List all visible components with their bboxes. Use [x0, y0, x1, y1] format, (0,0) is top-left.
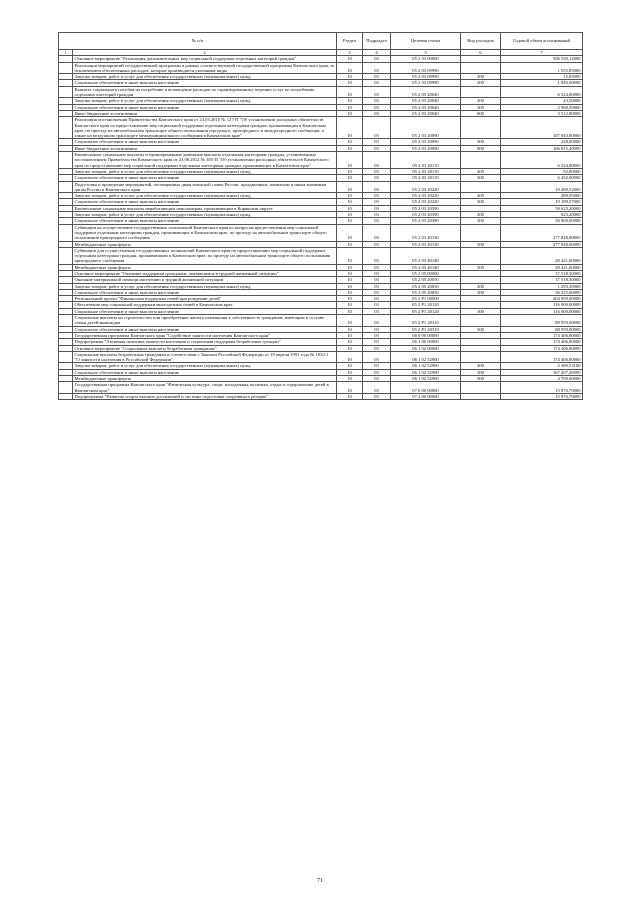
- header-subsection: Подраздел: [363, 33, 391, 50]
- cell-num: [59, 393, 73, 399]
- cell-subsection: 03: [363, 289, 391, 295]
- cell-amount: 204 959,00000: [501, 296, 583, 302]
- cell-target: 05 2 03 20040: [391, 104, 461, 110]
- cell-target: 05 2 P1 20310: [391, 315, 461, 327]
- cell-amount: 289,95000: [501, 193, 583, 199]
- cell-subsection: 03: [363, 283, 391, 289]
- header-section: Раздел: [337, 33, 363, 50]
- cell-num: [59, 351, 73, 363]
- cell-amount: 15 876,70000: [501, 393, 583, 399]
- cell-amount: 823,20000: [501, 212, 583, 218]
- cell-amount: 1 293,30000: [501, 283, 583, 289]
- cell-num: [59, 86, 73, 98]
- cell-subsection: 03: [363, 205, 391, 211]
- cell-expense: 300: [461, 175, 501, 181]
- cell-amount: 59 623,20000: [501, 205, 583, 211]
- cell-section: 10: [337, 224, 363, 241]
- cell-section: 10: [337, 168, 363, 174]
- cell-subsection: 03: [363, 302, 391, 308]
- cell-expense: 300: [461, 199, 501, 205]
- cell-expense: 500: [461, 376, 501, 382]
- cell-name: Иные бюджетные ассигнования: [73, 110, 337, 116]
- cell-expense: 300: [461, 308, 501, 314]
- cell-amount: 1 055,85000: [501, 62, 583, 74]
- cell-name: Реализация мероприятий государственной программы в рамках соответствующей государственной программы Камчатского края, за исключением обеспеченных расходов, которые производятся указанные виды: [73, 62, 337, 74]
- cell-name: Социальное обеспечение и иные выплаты населению: [73, 104, 337, 110]
- cell-target: 05 2 03 20110: [391, 175, 461, 181]
- column-number: 3: [337, 50, 363, 56]
- cell-num: [59, 181, 73, 193]
- cell-name: Государственная программа Камчатского края "Содействие занятости населения Камчатского края": [73, 332, 337, 338]
- cell-expense: 300: [461, 139, 501, 145]
- cell-amount: 28 421,60000: [501, 264, 583, 270]
- cell-target: 05 2 05 20050: [391, 289, 461, 295]
- cell-expense: 200: [461, 363, 501, 369]
- cell-amount: 28 421,60000: [501, 247, 583, 264]
- cell-expense: 300: [461, 218, 501, 224]
- cell-section: 10: [337, 369, 363, 375]
- cell-target: 05 2 05 20050: [391, 277, 461, 283]
- cell-target: 05 2 03 20220: [391, 199, 461, 205]
- cell-expense: 300: [461, 289, 501, 295]
- cell-section: 10: [337, 80, 363, 86]
- cell-name: Иные бюджетные ассигнования: [73, 145, 337, 151]
- cell-subsection: 03: [363, 110, 391, 116]
- cell-amount: 506 530,12000: [501, 56, 583, 62]
- cell-target: 06 1 02 00000: [391, 345, 461, 351]
- cell-section: 10: [337, 86, 363, 98]
- cell-amount: 1 040,00000: [501, 80, 583, 86]
- cell-amount: 88 959,00000: [501, 326, 583, 332]
- table-row: [59, 62, 583, 74]
- cell-target: 05 2 03 20220: [391, 193, 461, 199]
- cell-subsection: 03: [363, 363, 391, 369]
- cell-expense: 300: [461, 369, 501, 375]
- cell-name: Реализация постановления Правительства Камчатского края от 23.03.2010 № 127-П "Об установлении расходных обязательств Камчатского края по предоставлению мер социальной поддержки отдельным категориям граждан, проживающим в Камчатском крае, по проезду на автомобильном транспорте общего пользования городского, пригородного и междугородного сообщения, а также на воздушном транспорте межмуниципального сообщения в Камчатском крае": [73, 117, 337, 139]
- cell-section: 10: [337, 175, 363, 181]
- cell-name: Социальное обеспечение и иные выплаты населению: [73, 139, 337, 145]
- cell-section: 10: [337, 308, 363, 314]
- cell-name: Закупка товаров, работ и услуг для обеспечения государственных (муниципальных) нужд: [73, 283, 337, 289]
- cell-section: 10: [337, 145, 363, 151]
- cell-subsection: 03: [363, 62, 391, 74]
- cell-amount: 3 512,80000: [501, 110, 583, 116]
- cell-amount: 167 207,26900: [501, 369, 583, 375]
- cell-target: 05 2 03 40130: [391, 224, 461, 241]
- cell-subsection: 03: [363, 181, 391, 193]
- cell-section: 10: [337, 98, 363, 104]
- cell-section: 10: [337, 277, 363, 283]
- cell-expense: [461, 117, 501, 139]
- cell-name: Межбюджетные трансферты: [73, 264, 337, 270]
- cell-amount: 116 000,00000: [501, 302, 583, 308]
- cell-subsection: 03: [363, 332, 391, 338]
- cell-subsection: 03: [363, 193, 391, 199]
- cell-target: 05 2 03 40140: [391, 264, 461, 270]
- cell-amount: 228,00000: [501, 139, 583, 145]
- cell-amount: 6 524,80000: [501, 152, 583, 169]
- column-number: 1: [59, 50, 73, 56]
- cell-section: 10: [337, 218, 363, 224]
- cell-expense: 800: [461, 110, 501, 116]
- cell-target: 05 2 03 20090: [391, 139, 461, 145]
- table-row: [59, 382, 583, 394]
- cell-section: 10: [337, 264, 363, 270]
- cell-subsection: 03: [363, 247, 391, 264]
- cell-subsection: 03: [363, 104, 391, 110]
- table-row: [59, 152, 583, 169]
- cell-amount: 15 876,70000: [501, 382, 583, 394]
- cell-section: 10: [337, 382, 363, 394]
- cell-subsection: 03: [363, 117, 391, 139]
- cell-target: 05 2 03 09990: [391, 62, 461, 74]
- cell-subsection: 03: [363, 345, 391, 351]
- cell-amount: 2 499,53100: [501, 363, 583, 369]
- cell-section: 10: [337, 139, 363, 145]
- header-amount: Годовой объем ассигнований: [501, 33, 583, 50]
- cell-expense: 200: [461, 212, 501, 218]
- cell-amount: 174 406,80000: [501, 351, 583, 363]
- cell-amount: 19 199,57000: [501, 199, 583, 205]
- cell-name: Субвенции на осуществление государственных полномочий Камчатского края по вопросам предоставления мер социальной поддержки отдельным категориям граждан, проживающих в Камчатском крае, по проезду на автомобильном транспорте общего пользования пригородного сообщения: [73, 224, 337, 241]
- cell-name: Государственная программа Камчатского края "Физическая культура, спорт, молодежная политика, отдых и оздоровление детей в Камчатском крае": [73, 382, 337, 394]
- cell-target: 06 1 00 00000: [391, 339, 461, 345]
- cell-amount: 106 815,40000: [501, 145, 583, 151]
- cell-section: 10: [337, 247, 363, 264]
- cell-amount: 116 000,00000: [501, 308, 583, 314]
- cell-expense: 800: [461, 145, 501, 151]
- cell-amount: 2 968,50000: [501, 104, 583, 110]
- cell-subsection: 03: [363, 56, 391, 62]
- cell-subsection: 03: [363, 277, 391, 283]
- cell-target: 05 2 03 20040: [391, 86, 461, 98]
- cell-target: 05 2 03 20390: [391, 218, 461, 224]
- cell-target: 05 2 03 20040: [391, 110, 461, 116]
- cell-amount: 36 225,00000: [501, 289, 583, 295]
- cell-subsection: 03: [363, 224, 391, 241]
- cell-amount: 88 959,00000: [501, 315, 583, 327]
- cell-subsection: 03: [363, 339, 391, 345]
- cell-name: Закупка товаров, работ и услуг для обеспечения государственных (муниципальных) нужд: [73, 212, 337, 218]
- cell-subsection: 03: [363, 98, 391, 104]
- cell-amount: 277 848,00000: [501, 224, 583, 241]
- cell-section: 10: [337, 315, 363, 327]
- cell-amount: 6 524,80000: [501, 86, 583, 98]
- cell-expense: 200: [461, 98, 501, 104]
- table-body: [59, 56, 583, 400]
- header-num: № п/п: [59, 33, 337, 50]
- cell-section: 10: [337, 205, 363, 211]
- cell-subsection: 03: [363, 86, 391, 98]
- table-header-row: [59, 33, 583, 50]
- cell-section: 10: [337, 283, 363, 289]
- column-number: 5: [391, 50, 461, 56]
- cell-name: Основное мероприятие "Оказание поддержки гражданам, оказавшимся в трудной жизненной ситуации": [73, 270, 337, 276]
- cell-amount: 43,50000: [501, 98, 583, 104]
- cell-num: [59, 247, 73, 264]
- cell-subsection: 03: [363, 74, 391, 80]
- table-row: [59, 224, 583, 241]
- cell-subsection: 03: [363, 308, 391, 314]
- cell-subsection: 03: [363, 382, 391, 394]
- cell-section: 10: [337, 332, 363, 338]
- cell-expense: 300: [461, 326, 501, 332]
- cell-expense: 200: [461, 168, 501, 174]
- cell-name: Подготовка и проведение мероприятий, посвященных дням воинской славы России, праздничным, памятным и иным значимым датам России и Камчатского края: [73, 181, 337, 193]
- cell-target: 06 1 02 52900: [391, 369, 461, 375]
- cell-name: Социальные выплаты на строительство или приобретение жилого помещения в собственность гражданам, имеющим в составе семьи детей-инвалидов: [73, 315, 337, 327]
- cell-target: 05 2 P1 20120: [391, 302, 461, 308]
- cell-expense: 300: [461, 104, 501, 110]
- cell-target: 05 2 03 20220: [391, 181, 461, 193]
- table-row: [59, 247, 583, 264]
- cell-target: 06 1 02 52900: [391, 376, 461, 382]
- cell-name: Закупка товаров, работ и услуг для обеспечения государственных (муниципальных) нужд: [73, 193, 337, 199]
- cell-target: 05 2 03 20090: [391, 117, 461, 139]
- table-row: [59, 181, 583, 193]
- cell-amount: 58 800,00000: [501, 218, 583, 224]
- cell-name: Закупка товаров, работ и услуг для обеспечения государственных (муниципальных) нужд: [73, 168, 337, 174]
- cell-target: 05 2 03 09990: [391, 74, 461, 80]
- cell-num: [59, 152, 73, 169]
- cell-section: 10: [337, 289, 363, 295]
- cell-expense: 200: [461, 283, 501, 289]
- column-number: 2: [73, 50, 337, 56]
- cell-expense: 200: [461, 193, 501, 199]
- cell-name: Социальное обеспечение и иные выплаты населению: [73, 369, 337, 375]
- cell-target: 05 2 03 40140: [391, 247, 461, 264]
- cell-section: 10: [337, 193, 363, 199]
- cell-name: Выплата социального пособия на погребение и возмещение расходов по гарантированному перечню услуг по погребению отдельных категорий граждан: [73, 86, 337, 98]
- cell-expense: [461, 62, 501, 74]
- cell-subsection: 03: [363, 199, 391, 205]
- cell-name: Социальное обеспечение и иные выплаты населению: [73, 289, 337, 295]
- header-target: Целевая статья: [391, 33, 461, 50]
- cell-target: 05 2 P1 20310: [391, 326, 461, 332]
- cell-target: 06 1 02 52900: [391, 363, 461, 369]
- cell-num: [59, 315, 73, 327]
- cell-section: 10: [337, 104, 363, 110]
- cell-subsection: 03: [363, 241, 391, 247]
- cell-amount: 19 489,52000: [501, 181, 583, 193]
- table-row: [59, 351, 583, 363]
- cell-subsection: 03: [363, 296, 391, 302]
- budget-table: [58, 32, 583, 400]
- cell-name: Субвенции для осуществления государственных полномочий Камчатского края по предоставлению мер социальной поддержки отдельным категориям граждан, проживающим в Камчатском крае, по проезду на автомобильном транспорте общего пользования пригородного сообщения: [73, 247, 337, 264]
- cell-subsection: 03: [363, 175, 391, 181]
- cell-section: 10: [337, 302, 363, 308]
- cell-name: Социальное обеспечение и иные выплаты населению: [73, 175, 337, 181]
- cell-section: 10: [337, 199, 363, 205]
- cell-section: 10: [337, 212, 363, 218]
- table-row: [59, 393, 583, 399]
- cell-amount: 4 700,00000: [501, 376, 583, 382]
- cell-name: Закупка товаров, работ и услуг для обеспечения государственных (муниципальных) нужд: [73, 74, 337, 80]
- cell-num: [59, 224, 73, 241]
- cell-name: Ежемесячные социальные выплаты и единовременные денежные выплаты отдельным категориям граждан, установленные постановлением Правительства Камчатского края от 23.08.2012 № 385-П "Об установлении расходных обязательств Камчатского края по предоставлению мер социальной поддержки отдельным категориям граждан, проживающих в Камчатском крае": [73, 152, 337, 169]
- cell-target: 05 2 03 00000: [391, 56, 461, 62]
- cell-expense: [461, 315, 501, 327]
- cell-amount: 107 043,80000: [501, 117, 583, 139]
- cell-subsection: 03: [363, 212, 391, 218]
- page-number: 71: [317, 878, 323, 884]
- cell-name: Подпрограмма "Развитие спорта высших достижений и системы подготовки спортивного резерва": [73, 393, 337, 399]
- cell-name: Оказание материальной помощи населению в трудной жизненной ситуации: [73, 277, 337, 283]
- column-number: 6: [461, 50, 501, 56]
- cell-section: 10: [337, 62, 363, 74]
- cell-section: 10: [337, 376, 363, 382]
- cell-subsection: 03: [363, 264, 391, 270]
- cell-subsection: 03: [363, 393, 391, 399]
- cell-target: 05 2 03 09990: [391, 80, 461, 86]
- cell-section: 10: [337, 117, 363, 139]
- cell-target: 05 2 03 20390: [391, 205, 461, 211]
- column-number: 4: [363, 50, 391, 56]
- cell-target: 07 0 00 00000: [391, 382, 461, 394]
- cell-section: 10: [337, 363, 363, 369]
- cell-expense: [461, 86, 501, 98]
- cell-amount: 15,85000: [501, 74, 583, 80]
- cell-section: 10: [337, 241, 363, 247]
- cell-section: 10: [337, 351, 363, 363]
- cell-section: 10: [337, 270, 363, 276]
- cell-name: Социальное обеспечение и иные выплаты населению: [73, 199, 337, 205]
- cell-section: 10: [337, 296, 363, 302]
- cell-section: 10: [337, 181, 363, 193]
- cell-name: Социальное обеспечение и иные выплаты населению: [73, 308, 337, 314]
- cell-name: Основное мероприятие "Реализация дополнительных мер социальной поддержки отдельных категорий граждан": [73, 56, 337, 62]
- cell-expense: [461, 152, 501, 169]
- cell-target: 05 2 P1 20120: [391, 308, 461, 314]
- cell-target: 05 2 03 20090: [391, 145, 461, 151]
- cell-num: [59, 382, 73, 394]
- cell-target: 05 2 03 40130: [391, 241, 461, 247]
- cell-amount: 37 518,30000: [501, 277, 583, 283]
- cell-expense: [461, 382, 501, 394]
- cell-target: 05 2 P1 00000: [391, 296, 461, 302]
- cell-target: 05 2 03 20110: [391, 152, 461, 169]
- table-row: [59, 315, 583, 327]
- cell-subsection: 03: [363, 139, 391, 145]
- cell-name: Социальное обеспечение и иные выплаты населению: [73, 326, 337, 332]
- cell-num: [59, 62, 73, 74]
- cell-expense: 200: [461, 74, 501, 80]
- cell-subsection: 03: [363, 152, 391, 169]
- cell-name: Закупка товаров, работ и услуг для обеспечения государственных (муниципальных) нужд: [73, 363, 337, 369]
- cell-subsection: 03: [363, 218, 391, 224]
- cell-name: Социальные выплаты безработным гражданам в соответствии с Законом Российской Федерации от 19 апреля 1991 года № 1032-1 "О занятости населения в Российской Федерации": [73, 351, 337, 363]
- cell-name: Межбюджетные трансферты: [73, 376, 337, 382]
- cell-expense: [461, 393, 501, 399]
- table-row: [59, 117, 583, 139]
- cell-num: [59, 117, 73, 139]
- cell-name: Основное мероприятие "Социальные выплаты безработным гражданам": [73, 345, 337, 351]
- cell-subsection: 03: [363, 80, 391, 86]
- cell-name: Социальное обеспечение и иные выплаты населению: [73, 218, 337, 224]
- cell-target: 06 1 02 52900: [391, 351, 461, 363]
- cell-subsection: 03: [363, 270, 391, 276]
- cell-amount: 92,80000: [501, 168, 583, 174]
- cell-section: 10: [337, 326, 363, 332]
- cell-target: 05 2 05 00000: [391, 270, 461, 276]
- cell-subsection: 03: [363, 168, 391, 174]
- cell-amount: 6 432,00000: [501, 175, 583, 181]
- cell-section: 10: [337, 393, 363, 399]
- cell-section: 10: [337, 152, 363, 169]
- cell-target: 07 2 00 00000: [391, 393, 461, 399]
- cell-name: Региональный проект "Финансовая поддержка семей при рождении детей": [73, 296, 337, 302]
- cell-section: 10: [337, 345, 363, 351]
- cell-amount: 277 848,00000: [501, 241, 583, 247]
- cell-expense: [461, 224, 501, 241]
- cell-name: Ежемесячные социальные выплаты неработающим пенсионерам, проживающим в Корякском округе: [73, 205, 337, 211]
- header-expense: Вид расходов: [461, 33, 501, 50]
- cell-target: 05 2 03 20390: [391, 212, 461, 218]
- cell-expense: 500: [461, 264, 501, 270]
- cell-expense: [461, 181, 501, 193]
- cell-section: 10: [337, 339, 363, 345]
- cell-name: Закупка товаров, работ и услуг для обеспечения государственных (муниципальных) нужд: [73, 98, 337, 104]
- cell-amount: 37 518,30000: [501, 270, 583, 276]
- column-number: 7: [501, 50, 583, 56]
- cell-section: 10: [337, 110, 363, 116]
- cell-name: Подпрограмма "Активная политика занятости населения и социальная поддержка безработных граждан": [73, 339, 337, 345]
- cell-amount: 174 406,80000: [501, 332, 583, 338]
- table-row: [59, 86, 583, 98]
- cell-target: 05 2 03 20110: [391, 168, 461, 174]
- cell-expense: 300: [461, 80, 501, 86]
- cell-name: Социальное обеспечение и иные выплаты населению: [73, 80, 337, 86]
- cell-subsection: 03: [363, 376, 391, 382]
- cell-target: 05 2 03 20040: [391, 98, 461, 104]
- cell-expense: [461, 247, 501, 264]
- cell-subsection: 03: [363, 369, 391, 375]
- cell-expense: 500: [461, 241, 501, 247]
- budget-page: [58, 32, 582, 400]
- cell-amount: 174 406,80000: [501, 339, 583, 345]
- cell-amount: 174 406,80000: [501, 345, 583, 351]
- cell-expense: [461, 351, 501, 363]
- cell-subsection: 03: [363, 326, 391, 332]
- cell-target: 06 0 00 00000: [391, 332, 461, 338]
- cell-name: Обеспечение мер социальной поддержки многодетных семей в Камчатском крае: [73, 302, 337, 308]
- cell-target: 05 2 05 20050: [391, 283, 461, 289]
- cell-subsection: 03: [363, 145, 391, 151]
- cell-name: Межбюджетные трансферты: [73, 241, 337, 247]
- cell-section: 10: [337, 56, 363, 62]
- cell-subsection: 03: [363, 315, 391, 327]
- cell-subsection: 03: [363, 351, 391, 363]
- cell-section: 10: [337, 74, 363, 80]
